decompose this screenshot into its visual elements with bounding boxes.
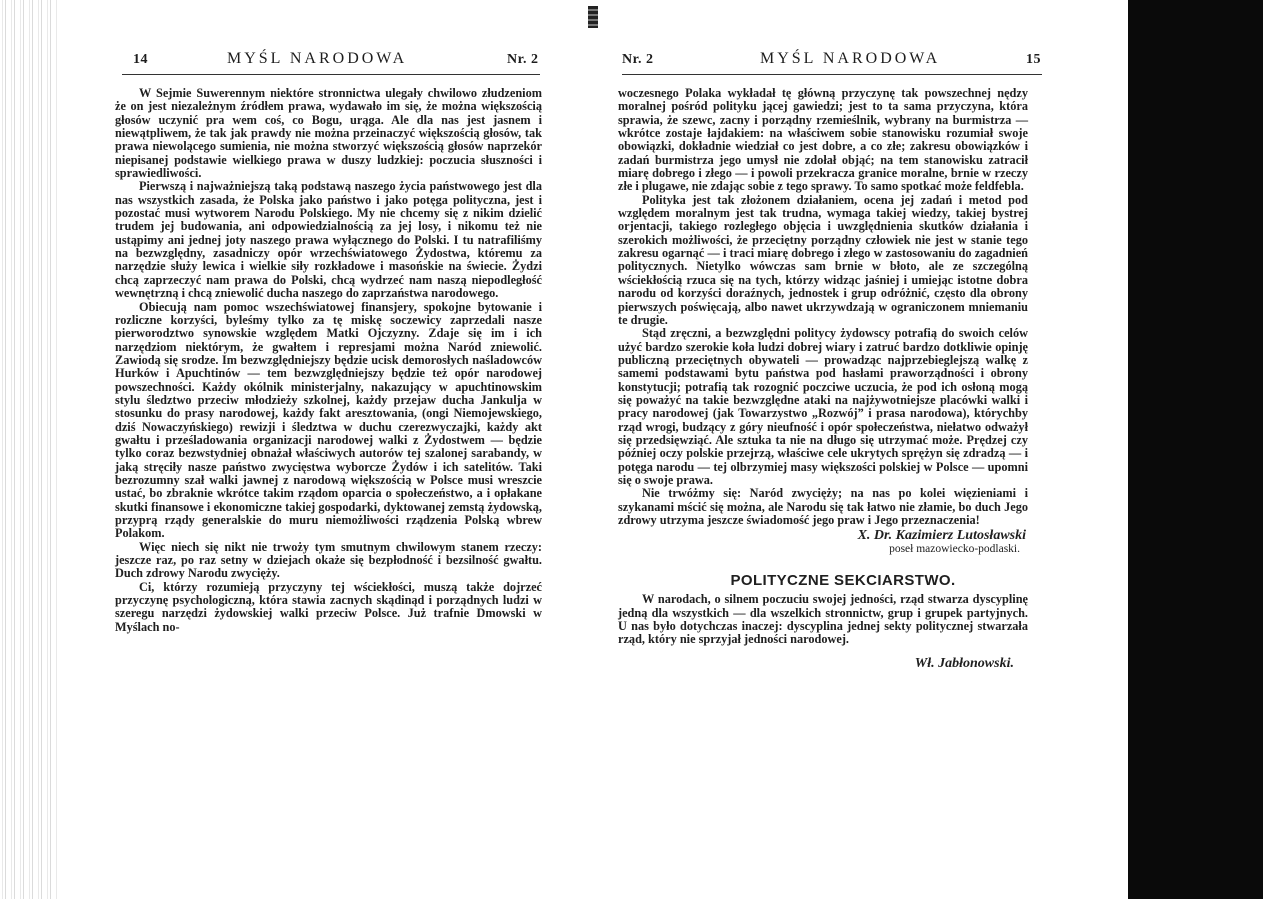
right-page-header [622, 50, 1042, 74]
paragraph: Stąd zręczni, a bezwzględni politycy żydowscy potrafią do swoich celów użyć bardzo szerokie koła ludzi dobrej wiary i zatruć bardzo dotkliwie opinję publiczną przeciętnych obywateli — prowadząc najprzebieglejszą walkę z samemi podstawami bytu państwa pod hasłami praworządności i obrony konstytucji; potrafią tak rozognić poczciwe uczucia, że pod ich osłoną mogą się poważyć na takie bezwzględne ataki na najżywotniejsze placówki walki i pracy narodowej (jak Towarzystwo „Rozwój” i prasa narodowa), którychby rząd wrogi, budzący z góry nieufność i opór społeczeństwa, niełatwo odważył się przedsięwziąć. Ale sztuka ta nie na długo się utrzymać może. Prędzej czy później oczy polskie przejrzą, właściwe cele ukrytych sprężyn się zdradzą — i potęga narodu — tej olbrzymiej masy większości polskiej w Polsce — upomni się o swoje prawa. [618, 326, 1028, 487]
section-signature: Wł. Jabłonowski. [914, 655, 1014, 671]
paragraph: Pierwszą i najważniejszą taką podstawą naszego życia państwowego jest dla nas wszystkich zasada, że Polska jako państwo i jako potęga polityczna, jest i pozostać musi wytworem Narodu Polskiego. My nie chcemy się z nikim dzielić trudem jej budowania, ani odpowiedzialnością za jej losy, i nikomu też nie ustąpimy ani jednej joty naszego prawa wyłącznego do Polski. I tu natrafiliśmy na bezwzględny, zasadniczy opór wrzechświatowego Żydostwa, któremu za narzędzie służy lewica i wielkie siły rozkładowe i masońskie na świecie. Żydzi chcą zaprzeczyć nam prawa do Polski, chcą wydrzeć nam naszą niepodległość wewnętrzną i chcą zniewolić ducha naszego do zaprzaństwa narodowego. [115, 179, 542, 301]
section-heading: POLITYCZNE SEKCIARSTWO. [730, 572, 956, 590]
page-number: 15 [1026, 52, 1041, 67]
paragraph: Obiecują nam pomoc wszechświatowej finansjery, spokojne bytowanie i rozliczne korzyści, byleśmy tylko za tę miskę soczewicy zaprzedali nasze pierworodztwo synowskie względem Matki Ojczyzny. Zdaje się im i ich narzędziom niektórym, że gwałtem i represjami można Naród zniewolić. Zawiodą się srodze. Im bezwzględniejszy będzie ucisk demorosłych naśladowców Hurków i Apuchtinów — tem bezwzględniejszy będzie też opór narodowej powszechności. Każdy okólnik ministerjalny, nakazujący w apuchtinowskim stylu śledztwo przeciw młodzieży szkolnej, każdy przejaw ducha Jankulja w stosunku do prasy narodowej, każdy fakt aresztowania, (ongi Niemojewskiego, dziś Nowaczyńskiego) rewizji i śledztwa w duchu czerezwyczajki, każdy akt gwałtu i prześladowania organizacji narodowej walki z Żydostwem — będzie tylko coraz bezwstydniej obnażał właściwych autorów tej szalonej sarabandy, w jaką stręciły nasze państwo zwycięstwa wyborcze Żydów i ich satelitów. Taki bezrozumny szał walki jawnej z narodową większością w Polsce musi wreszcie ustać, bo zbraknie wkrótce takim rządom oparcia o społeczeństwo, a i opłakane skutki finansowe i ekonomiczne takiej gospodarki, dyktowanej zemstą żydowską, przyprą rządy generalskie do muru niemożliwości rządzenia Polską wbrew Polakom. [115, 299, 542, 541]
right-page-body [618, 87, 1028, 670]
left-page-body [115, 87, 542, 634]
scan-edge-shadow [0, 0, 58, 899]
binding-mark [588, 6, 598, 28]
running-title: MYŚL NARODOWA [227, 50, 408, 67]
issue-number: Nr. 2 [507, 52, 539, 67]
header-rule [122, 74, 540, 75]
author-title: poseł mazowiecko-podlaski. [889, 542, 1020, 555]
left-page [0, 0, 600, 899]
paragraph: Ci, którzy rozumieją przyczyny tej wściekłości, muszą także dojrzeć przyczynę psychologiczną, która stawia zacnych skądinąd i porządnych ludzi w szeregu narzędzi żydowskiej walki przeciw Polsce. Już trafnie Dmowski w Myślach no- [115, 579, 542, 634]
page-number: 14 [133, 52, 148, 67]
paragraph: Więc niech się nikt nie trwoży tym smutnym chwilowym stanem rzeczy: jeszcze raz, po raz setny w dziejach okaże się bezpłodność i bezsilność gwałtu. Duch zdrowy Narodu zwycięży. [115, 539, 542, 581]
left-page-header [115, 50, 542, 74]
paragraph: W narodach, o silnem poczuciu swojej jedności, rząd stwarza dyscyplinę jedną dla wszystkich — dla wszelkich stronnictw, grup i grupek partyjnych. U nas było dotychczas inaczej: dyscyplina jednej sekty politycznej stwarzała rząd, który nie sprzyjał jedności narodowej. [618, 592, 1028, 647]
paragraph: woczesnego Polaka wykładał tę główną przyczynę tak powszechnej nędzy moralnej pośród polityku jącej gawiedzi; jest to ta sama przyczyna, która sprawia, że szewc, zacny i porządny rzemieślnik, wybrany na burmistrza — wkrótce zostaje łajdakiem: na właściwem sobie stanowisku rozumiał swoje obowiązki, dokładnie wiedział co jest dobre, a co złe; zakresu obowiązków i zadań burmistrza jego umysł nie zdołał objąć; na tem stanowisku zatracił miarę dobrego i złego — i powoli przekracza granice moralne, brnie w rzeczy złe i plugawe, nie zdając sobie z tego sprawy. To samo spotkać może feldfebla. [618, 86, 1028, 194]
paragraph: Nie trwóżmy się: Naród zwycięży; na nas po kolei więzieniami i szykanami mścić się można, ale Narodu się tak łatwo nie złamie, bo duch Jego zdrowy utrzyma jeszcze świadomość jego praw i Jego przeznaczenia! [618, 486, 1028, 527]
author-signature: X. Dr. Kazimierz Lutosławski [857, 528, 1026, 544]
header-rule [622, 74, 1042, 75]
scan-dark-margin [1128, 0, 1263, 899]
paragraph: Polityka jest tak złożonem działaniem, ocena jej zadań i metod pod względem moralnym jest tak trudna, wymaga takiej wiedzy, takiej bystrej orjentacji, takiego rozległego objęcia i uwzględnienia skutków działania i szerokich możliwości, że przeciętny porządny człowiek nie jest w stanie tego zakresu ogarnąć — i traci miarę dobrego i złego w zastosowaniu do zagadnień politycznych. Nietylko wówczas sam brnie w błoto, ale ze szczególną wściekłością rzuca się na tych, którzy widząc jaśniej i umiejąc istotne dobra narodu od korzyści doraźnych, jednostek i grup odróżnić, często dla obrony pierwszych poświęcają, albo nawet ukrzywdzają w ograniczonem mniemaniu te drugie. [618, 192, 1028, 327]
running-title: MYŚL NARODOWA [760, 50, 941, 67]
issue-number: Nr. 2 [622, 52, 654, 67]
paragraph: W Sejmie Suwerennym niektóre stronnictwa ulegały chwilowo złudzeniom że on jest niezależnym źródłem prawa, wydawało im się, że można większością głosów uczynić pra wem coś, co Bogu, urąga. Ale dla nas jest jasnem i niewątpliwem, że tak jak prawdy nie można przeinaczyć większością głosów, tak prawa niewolącego sumienia, nie można stworzyć większością głosów naprzekór niepisanej podstawie wielkiego prawa w duszy ludzkiej: poczucia słuszności i sprawiedliwości. [115, 86, 542, 181]
